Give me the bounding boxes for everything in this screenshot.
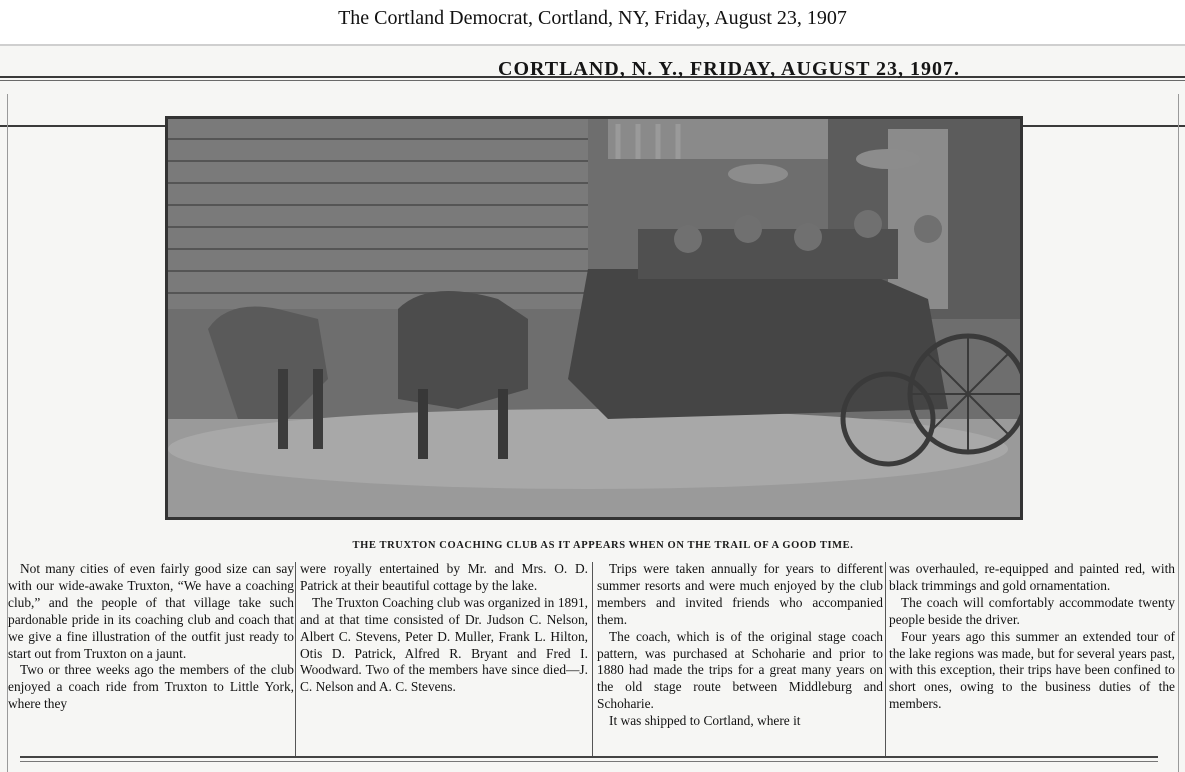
- column-frame: [1178, 94, 1179, 772]
- article-paragraph: Not many cities of even fairly good size can say with our wide-awake Truxton, “We have a coaching club,” and the people of that village take such pardonable pride in its coaching club and coach that we give a fine illustration of the outfit just ready to start out from Truxton on a jaunt.: [8, 561, 294, 661]
- article-column-3: [597, 561, 883, 761]
- article-paragraph: Four years ago this summer an extended tour of the lake regions was made, but for several years past, with this exception, their trips have been confined to short ones, owing to the business duties of the members.: [889, 628, 1175, 712]
- column-rule: [295, 562, 296, 757]
- bottom-rule: [20, 761, 1158, 762]
- masthead-dateline: CORTLAND, N. Y., FRIDAY, AUGUST 23, 1907.: [498, 58, 961, 80]
- article-paragraph: It was shipped to Cortland, where it: [609, 713, 801, 729]
- article-paragraph: Trips were taken annually for years to different summer resorts and were much enjoyed by the club members and invited friends who accompanied them.: [597, 561, 883, 627]
- article-column-4: [889, 561, 1175, 761]
- article-column-2: [300, 561, 588, 761]
- newspaper-page: [0, 44, 1185, 772]
- article-paragraph: were royally entertained by Mr. and Mrs. O. D. Patrick at their beautiful cottage by the lake.: [300, 561, 588, 593]
- photo-illustration: [168, 119, 1020, 517]
- page-title: The Cortland Democrat, Cortland, NY, Friday, August 23, 1907: [338, 7, 847, 29]
- article-column-1: [8, 561, 294, 761]
- article-paragraph: The coach will comfortably accommodate twenty people beside the driver.: [889, 594, 1175, 627]
- article-paragraph: The Truxton Coaching club was organized in 1891, and at that time consisted of Dr. Judson C. Nelson, Albert C. Stevens, Peter D. Muller, Frank L. Hilton, Otis D. Patrick, Alfred R. Bryant and Fred I. Woodward. Two of the members have since died—J. C. Nelson and A. C. Stevens.: [300, 594, 588, 695]
- column-rule: [592, 562, 593, 757]
- bottom-rule: [20, 756, 1158, 758]
- column-rule: [885, 562, 886, 757]
- article-paragraph: The coach, which is of the original stage coach pattern, was purchased at Schoharie and prior to 1880 had made the trips for a great many years on the old stage route between Middleburg and Schoharie.: [597, 628, 883, 712]
- coaching-club-photo: [165, 116, 1023, 520]
- article-paragraph: was overhauled, re-equipped and painted red, with black trimmings and gold ornamentation.: [889, 561, 1175, 593]
- article-paragraph: Two or three weeks ago the members of the club enjoyed a coach ride from Truxton to Little York, where they: [8, 662, 294, 712]
- page-edge: [0, 44, 1185, 46]
- photo-caption: THE TRUXTON COACHING CLUB AS IT APPEARS WHEN ON THE TRAIL OF A GOOD TIME.: [352, 540, 854, 551]
